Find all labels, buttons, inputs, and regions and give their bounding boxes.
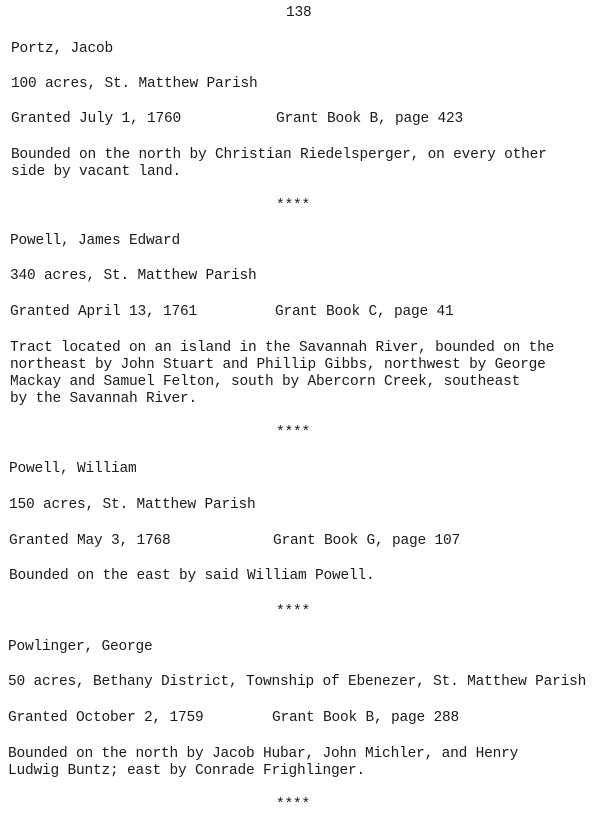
- entry-book: Grant Book B, page 288: [272, 710, 460, 726]
- entry-description-line: Tract located on an island in the Savannah River, bounded on the: [10, 340, 555, 356]
- separator: ****: [276, 198, 311, 214]
- page-number: 138: [286, 5, 312, 21]
- entry-description-line: Bounded on the north by Christian Riedelsperger, on every other: [11, 147, 547, 163]
- entry-acreage: 150 acres, St. Matthew Parish: [9, 497, 256, 513]
- entry-name: Powlinger, George: [8, 639, 153, 655]
- entry-description-line: Ludwig Buntz; east by Conrade Frighlinger.: [8, 763, 366, 779]
- entry-book: Grant Book C, page 41: [275, 304, 454, 320]
- entry-granted: Granted April 13, 1761: [10, 304, 198, 320]
- entry-name: Powell, William: [9, 461, 137, 477]
- entry-description-line: by the Savannah River.: [10, 391, 198, 407]
- entry-granted: Granted July 1, 1760: [11, 111, 182, 127]
- entry-acreage: 50 acres, Bethany District, Township of Ebenezer, St. Matthew Parish: [8, 674, 587, 690]
- entry-name: Powell, James Edward: [10, 233, 181, 249]
- entry-description-line: northeast by John Stuart and Phillip Gibbs, northwest by George: [10, 357, 546, 373]
- entry-description-line: Bounded on the north by Jacob Hubar, John Michler, and Henry: [8, 746, 519, 762]
- entry-granted: Granted October 2, 1759: [8, 710, 204, 726]
- entry-granted: Granted May 3, 1768: [9, 533, 171, 549]
- separator: ****: [276, 604, 311, 620]
- entry-acreage: 340 acres, St. Matthew Parish: [10, 268, 257, 284]
- separator: ****: [276, 797, 311, 813]
- entry-description-line: side by vacant land.: [11, 164, 182, 180]
- entry-description-line: Mackay and Samuel Felton, south by Abercorn Creek, southeast: [10, 374, 521, 390]
- separator: ****: [276, 425, 311, 441]
- entry-book: Grant Book B, page 423: [276, 111, 464, 127]
- entry-name: Portz, Jacob: [11, 41, 114, 57]
- entry-description-line: Bounded on the east by said William Powell.: [9, 568, 375, 584]
- entry-acreage: 100 acres, St. Matthew Parish: [11, 76, 258, 92]
- entry-book: Grant Book G, page 107: [273, 533, 461, 549]
